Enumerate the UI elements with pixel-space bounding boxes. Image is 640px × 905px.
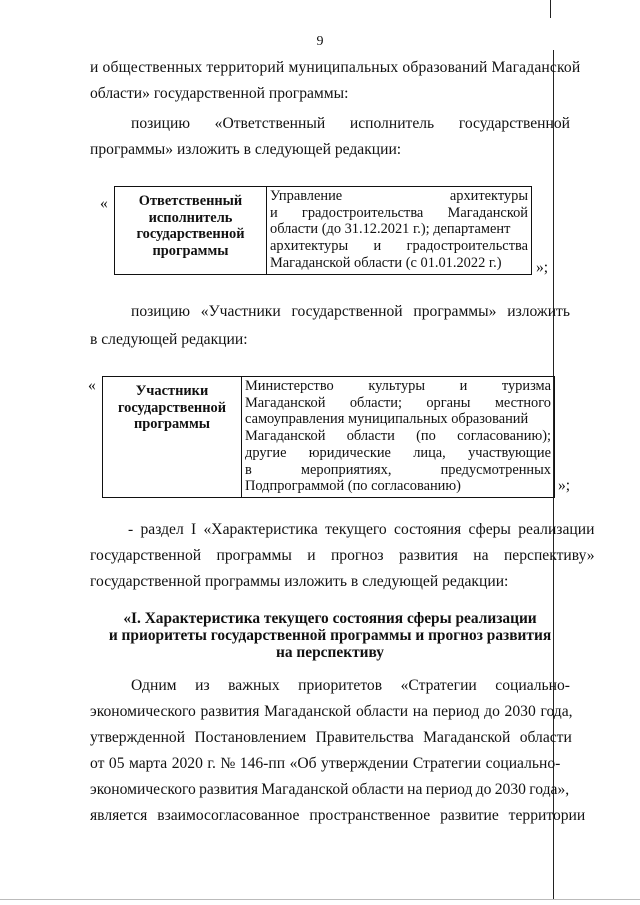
responsible-executor-table: [114, 186, 532, 275]
table1-value-cell: [267, 187, 532, 275]
value-word: области: [346, 428, 395, 445]
value-word: мероприятиях,: [300, 461, 392, 478]
para3-word: «Участники: [200, 303, 281, 320]
para5-line3: утвержденной Постановлением Правительства Магаданской области: [90, 729, 572, 746]
para2-word: позицию: [131, 115, 190, 132]
para3-line1: [131, 302, 570, 322]
value-word: (по: [416, 428, 436, 445]
value-word: туризма: [501, 378, 551, 394]
table2-open-quote: «: [88, 377, 96, 394]
para2-word: исполнитель: [349, 115, 435, 132]
para5-line5: экономического развития Магаданской области на период до 2030 года»,: [90, 781, 570, 798]
para5-word: Одним: [131, 677, 177, 694]
para3-word: государственной: [291, 303, 403, 320]
value-word: архитектуры: [270, 238, 349, 255]
table2-close-quote: »;: [558, 477, 571, 494]
para5-line2: экономического развития Магаданской области на период до 2030 года,: [90, 703, 573, 720]
table1-open-quote: «: [100, 195, 108, 212]
value-word: органы: [426, 394, 471, 411]
value-word: Министерство: [245, 378, 334, 394]
bottom-edge-line: [0, 899, 640, 900]
table1-value-line: области (до 31.12.2021 г.); департамент: [270, 221, 511, 238]
table1-value-line: [270, 238, 528, 255]
para4-line3: государственной программы изложить в следующей редакции:: [90, 573, 509, 590]
table2-value-cell: [242, 377, 555, 498]
para5-line6: является взаимосогласованное пространственное развитие территории: [90, 807, 586, 824]
para2-line2: программы» изложить в следующей редакции:: [90, 141, 402, 158]
value-word: и: [270, 204, 278, 221]
para4-line1: - раздел I «Характеристика текущего состояния сферы реализации: [128, 521, 595, 538]
table1-label-cell: [115, 187, 267, 275]
section-heading: [90, 610, 570, 661]
table2-label-line: государственной: [117, 399, 227, 416]
para3-word: программы»: [413, 303, 497, 320]
value-word: предусмотренных: [440, 461, 551, 478]
right-margin-line-top: [550, 0, 551, 18]
table1-label-line: программы: [152, 243, 229, 260]
para3-line2: в следующей редакции:: [90, 331, 248, 348]
table1-value-line: [270, 188, 528, 205]
table2-label-line: Участники: [135, 383, 209, 399]
table1-value-line: Магаданской области (с 01.01.2022 г.): [270, 254, 502, 271]
value-word: архитектуры: [449, 188, 528, 204]
value-word: Магаданской: [447, 204, 528, 221]
value-word: юридические: [308, 444, 391, 461]
para2-word: «Ответственный: [214, 115, 326, 132]
page-number: 9: [316, 34, 324, 49]
heading-line: «I. Характеристика текущего состояния сферы реализации: [123, 610, 537, 627]
table2-label-line: программы: [133, 416, 211, 433]
para1-line2: области» государственной программы:: [90, 85, 349, 102]
table2-value-line: Подпрограммой (по согласованию): [245, 478, 461, 495]
value-word: Магаданской: [245, 428, 326, 445]
para3-word: позицию: [131, 303, 190, 320]
table1-label-line: государственной: [136, 226, 245, 243]
table2-value-line: [245, 378, 551, 395]
para5-line1: [131, 676, 570, 696]
heading-line: на перспективу: [276, 644, 384, 661]
table1-close-quote: »;: [536, 259, 549, 276]
table2-label-cell: [103, 377, 242, 498]
para2-word: государственной: [458, 115, 570, 132]
para5-word: важных: [228, 677, 280, 694]
value-word: участвующие: [468, 444, 551, 461]
table1-value-line: [270, 205, 528, 222]
para3-word: изложить: [507, 303, 570, 320]
table1-label-line: исполнитель: [148, 209, 233, 226]
value-word: лица,: [413, 444, 446, 461]
heading-line: и приоритеты государственной программы и прогноз развития: [108, 627, 552, 644]
value-word: градостроительства: [301, 204, 424, 221]
para5-line4: от 05 марта 2020 г. № 146-пп «Об утверждении Стратегии социально-: [90, 755, 561, 772]
value-word: согласованию);: [457, 428, 551, 445]
para1-line1: [90, 58, 581, 78]
value-word: Управление: [270, 188, 343, 204]
table2-value-line: [245, 445, 551, 462]
para2-line1: [131, 114, 570, 134]
value-word: местного: [494, 394, 551, 411]
table1-label-line: Ответственный: [138, 193, 243, 209]
value-word: и: [373, 238, 382, 255]
para4-line2: государственной программы и прогноз развития на перспективу»: [90, 547, 595, 564]
para5-word: «Стратегии: [400, 677, 477, 694]
value-word: культуры: [368, 378, 426, 394]
value-word: в: [245, 461, 252, 478]
value-word: другие: [245, 444, 287, 461]
table2-value-line: [245, 395, 551, 412]
value-word: градостроительства: [406, 238, 528, 255]
para1-line1-text: и общественных территорий муниципальных образований Магаданской: [90, 59, 581, 76]
value-word: Магаданской: [245, 394, 326, 411]
value-word: области;: [349, 394, 402, 411]
value-word: и: [459, 378, 468, 394]
table2-value-line: самоуправления муниципальных образований: [245, 411, 529, 428]
table2-value-line: [245, 462, 551, 479]
para5-word: приоритетов: [298, 677, 383, 694]
para5-word: социально-: [495, 677, 570, 694]
participants-table: [102, 376, 555, 498]
para5-word: из: [195, 677, 210, 694]
table2-value-line: [245, 428, 551, 445]
